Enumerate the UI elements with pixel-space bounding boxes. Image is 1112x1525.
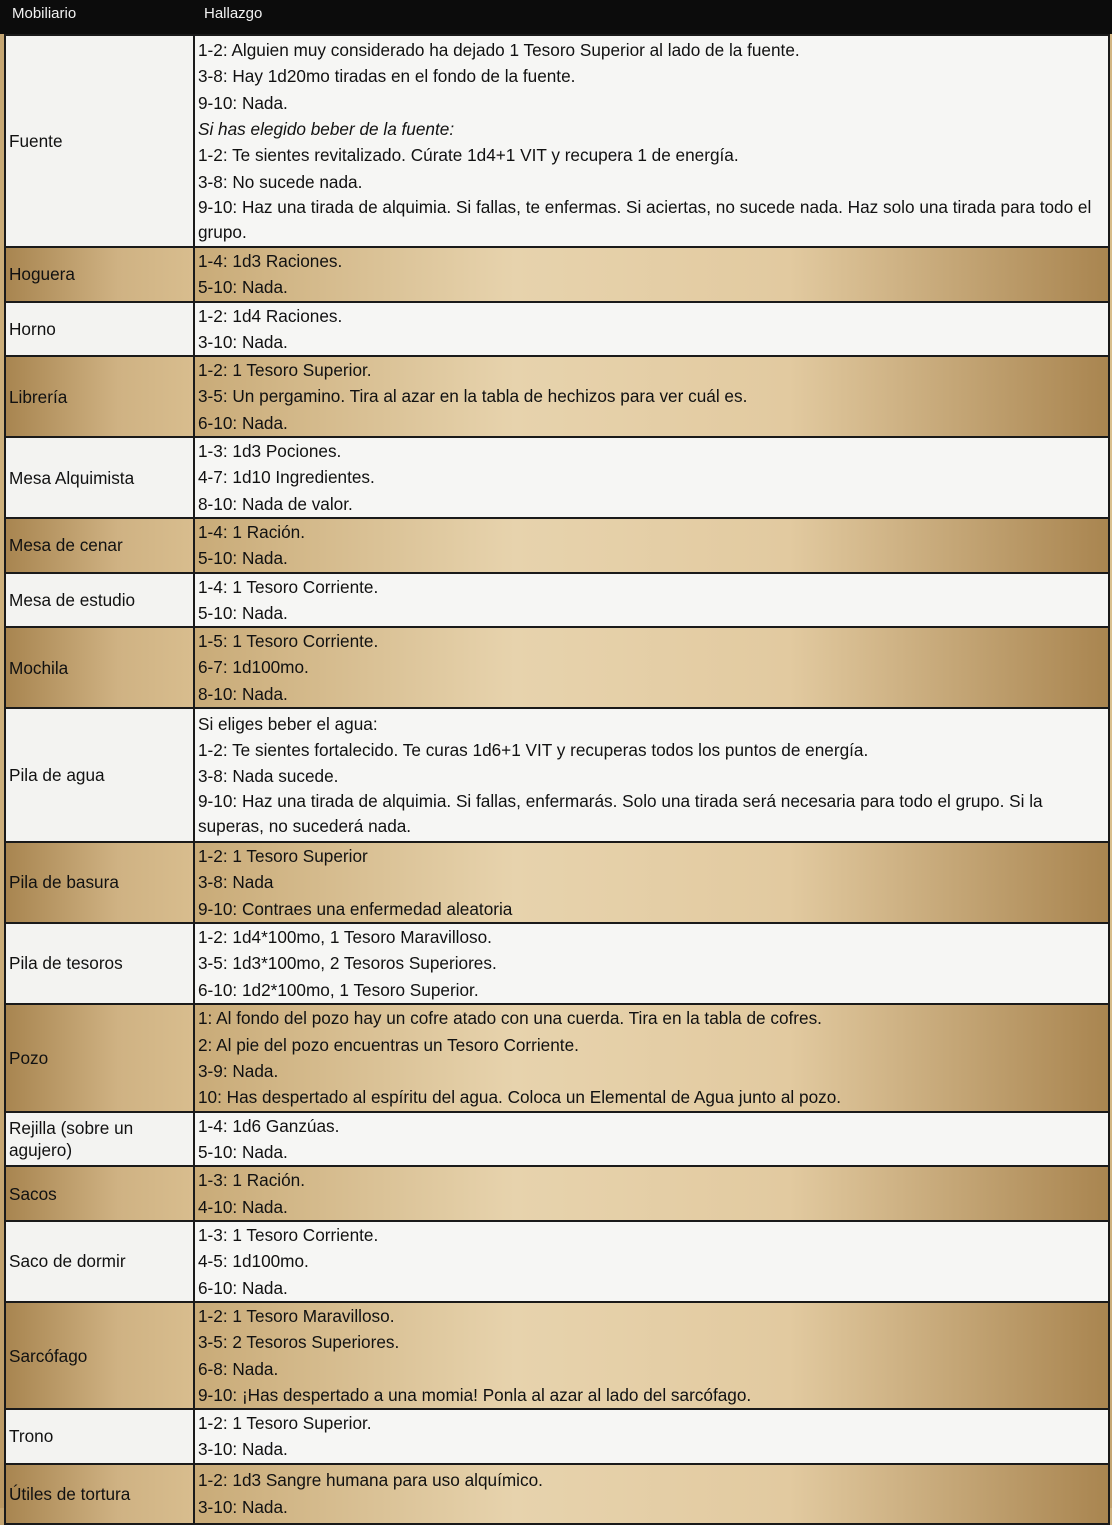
result-line: Si has elegido beber de la fuente:	[198, 119, 455, 139]
table-row	[5, 1464, 1109, 1524]
item-name: Hoguera	[9, 264, 75, 285]
result-line: 1-2: Alguien muy considerado ha dejado 1 Tesoro Superior al lado de la fuente.	[198, 40, 800, 61]
result-line: 1-2: 1d4 Raciones.	[198, 305, 343, 326]
result-line: 3-8: No sucede nada.	[198, 171, 363, 192]
result-cell	[194, 302, 1109, 357]
result-line: 1-2: 1 Tesoro Superior	[198, 846, 368, 867]
table-row	[5, 842, 1109, 923]
item-cell	[5, 842, 194, 923]
table-row	[5, 35, 1109, 247]
result-line: 6-10: 1d2*100mo, 1 Tesoro Superior.	[198, 979, 479, 1000]
item-cell	[5, 923, 194, 1004]
item-name: Pila de basura	[9, 872, 119, 893]
item-name: Sarcófago	[9, 1345, 88, 1366]
item-name: Trono	[9, 1426, 54, 1447]
table-row	[5, 247, 1109, 302]
result-line: 1-2: 1 Tesoro Superior.	[198, 1413, 372, 1434]
table-row	[5, 1004, 1109, 1112]
result-line: 1-4: 1d3 Raciones.	[198, 251, 343, 271]
table-header	[0, 0, 1112, 34]
item-name: Mochila	[9, 657, 69, 678]
result-line: 4-5: 1d100mo.	[198, 1251, 309, 1272]
result-cell	[194, 1112, 1109, 1167]
result-line: 6-8: Nada.	[198, 1358, 279, 1379]
item-cell	[5, 1409, 194, 1464]
result-line: 3-8: Hay 1d20mo tiradas en el fondo de la fuente.	[198, 66, 576, 87]
result-line: 9-10: Haz una tirada de alquimia. Si fallas, enfermarás. Solo una tirada será necesaria para todo el grupo. Si la superas, no sucederá nada.	[198, 791, 1043, 837]
result-line: 3-10: Nada.	[198, 1496, 288, 1517]
table-row	[5, 708, 1109, 842]
result-line: 4-10: Nada.	[198, 1196, 288, 1217]
item-name: Mesa de cenar	[9, 535, 123, 556]
result-cell	[194, 627, 1109, 708]
item-name: Librería	[9, 386, 68, 407]
result-line: 6-7: 1d100mo.	[198, 657, 309, 678]
result-line: 1-2: 1 Tesoro Superior.	[198, 360, 372, 381]
result-line: 1-3: 1d3 Pociones.	[198, 441, 342, 462]
table-row	[5, 437, 1109, 518]
item-name: Rejilla (sobre un agujero)	[9, 1118, 134, 1161]
result-line: 1-2: Te sientes fortalecido. Te curas 1d6+1 VIT y recuperas todos los puntos de energía.	[198, 739, 869, 760]
table-row	[5, 1409, 1109, 1464]
result-line: 1-5: 1 Tesoro Corriente.	[198, 631, 379, 652]
result-line: 1-2: 1 Tesoro Maravilloso.	[198, 1305, 395, 1326]
table-row	[5, 518, 1109, 573]
result-line: 3-10: Nada.	[198, 1439, 288, 1460]
header-hallazgo: Hallazgo	[204, 5, 263, 22]
item-cell	[5, 356, 194, 437]
table-row	[5, 1302, 1109, 1409]
result-line: Si eliges beber el agua:	[198, 713, 378, 734]
result-cell	[194, 1004, 1109, 1112]
table-row	[5, 923, 1109, 1004]
item-cell	[5, 437, 194, 518]
item-cell	[5, 1112, 194, 1167]
table-row	[5, 356, 1109, 437]
result-line: 5-10: Nada.	[198, 602, 288, 623]
result-line: 3-5: Un pergamino. Tira al azar en la tabla de hechizos para ver cuál es.	[198, 386, 748, 407]
result-line: 3-5: 1d3*100mo, 2 Tesoros Superiores.	[198, 953, 497, 974]
result-line: 1-3: 1 Tesoro Corriente.	[198, 1225, 379, 1246]
result-line: 5-10: Nada.	[198, 1142, 288, 1163]
result-line: 3-9: Nada.	[198, 1060, 279, 1081]
table-row	[5, 627, 1109, 708]
result-line: 9-10: ¡Has despertado a una momia! Ponla al azar al lado del sarcófago.	[198, 1384, 752, 1405]
item-name: Saco de dormir	[9, 1251, 126, 1272]
result-line: 3-5: 2 Tesoros Superiores.	[198, 1332, 400, 1353]
result-line: 6-10: Nada.	[198, 1277, 288, 1298]
result-line: 10: Has despertado al espíritu del agua. Coloca un Elemental de Agua junto al pozo.	[198, 1087, 842, 1108]
result-line: 1-4: 1 Ración.	[198, 521, 306, 542]
result-line: 3-8: Nada	[198, 872, 274, 893]
item-cell	[5, 518, 194, 573]
result-line: 8-10: Nada.	[198, 683, 288, 704]
result-cell	[194, 437, 1109, 518]
table-row	[5, 1112, 1109, 1167]
result-cell	[194, 356, 1109, 437]
item-cell	[5, 302, 194, 357]
result-line: 3-10: Nada.	[198, 331, 288, 352]
result-line: 2: Al pie del pozo encuentras un Tesoro Corriente.	[198, 1034, 579, 1055]
result-line: 1-3: 1 Ración.	[198, 1170, 306, 1191]
result-cell	[194, 1166, 1109, 1221]
item-cell	[5, 708, 194, 842]
result-line: 5-10: Nada.	[198, 548, 288, 569]
item-cell	[5, 35, 194, 247]
table-row	[5, 302, 1109, 357]
result-cell	[194, 1409, 1109, 1464]
result-line: 9-10: Contraes una enfermedad aleatoria	[198, 898, 513, 919]
item-cell	[5, 627, 194, 708]
item-cell	[5, 573, 194, 628]
table-row	[5, 1221, 1109, 1302]
result-cell	[194, 708, 1109, 842]
result-line: 1-2: Te sientes revitalizado. Cúrate 1d4+1 VIT y recupera 1 de energía.	[198, 145, 739, 166]
item-name: Útiles de tortura	[9, 1483, 131, 1504]
result-cell	[194, 1221, 1109, 1302]
result-cell	[194, 247, 1109, 302]
result-line: 1: Al fondo del pozo hay un cofre atado con una cuerda. Tira en la tabla de cofres.	[198, 1008, 822, 1029]
result-cell	[194, 573, 1109, 628]
item-name: Pila de agua	[9, 765, 105, 786]
result-line: 9-10: Nada.	[198, 92, 288, 113]
result-line: 4-7: 1d10 Ingredientes.	[198, 467, 375, 488]
result-line: 6-10: Nada.	[198, 412, 288, 433]
result-cell	[194, 842, 1109, 923]
result-line: 1-2: 1d3 Sangre humana para uso alquímico.	[198, 1470, 543, 1491]
item-name: Fuente	[9, 131, 63, 151]
result-line: 8-10: Nada de valor.	[198, 493, 353, 514]
item-cell	[5, 1221, 194, 1302]
table-row	[5, 1166, 1109, 1221]
result-line: 1-2: 1d4*100mo, 1 Tesoro Maravilloso.	[198, 926, 492, 947]
item-name: Sacos	[9, 1183, 57, 1204]
item-name: Horno	[9, 318, 56, 339]
item-cell	[5, 1302, 194, 1409]
result-line: 5-10: Nada.	[198, 277, 288, 298]
item-name: Pozo	[9, 1047, 49, 1068]
result-cell	[194, 1302, 1109, 1409]
item-cell	[5, 1166, 194, 1221]
result-cell	[194, 1464, 1109, 1524]
result-line: 1-4: 1d6 Ganzúas.	[198, 1115, 340, 1136]
header-mobiliario: Mobiliario	[12, 5, 77, 22]
item-name: Mesa Alquimista	[9, 467, 135, 488]
result-cell	[194, 518, 1109, 573]
item-cell	[5, 1004, 194, 1112]
findings-table	[4, 34, 1110, 1525]
item-name: Pila de tesoros	[9, 953, 123, 974]
item-cell	[5, 247, 194, 302]
table-row	[5, 573, 1109, 628]
result-cell	[194, 923, 1109, 1004]
result-line: 9-10: Haz una tirada de alquimia. Si fallas, te enfermas. Si aciertas, no sucede nada. Haz solo una tirada para todo el grupo.	[198, 196, 1092, 242]
item-cell	[5, 1464, 194, 1524]
result-cell	[194, 35, 1109, 247]
result-line: 1-4: 1 Tesoro Corriente.	[198, 576, 379, 597]
result-line: 3-8: Nada sucede.	[198, 766, 339, 787]
item-name: Mesa de estudio	[9, 589, 136, 610]
